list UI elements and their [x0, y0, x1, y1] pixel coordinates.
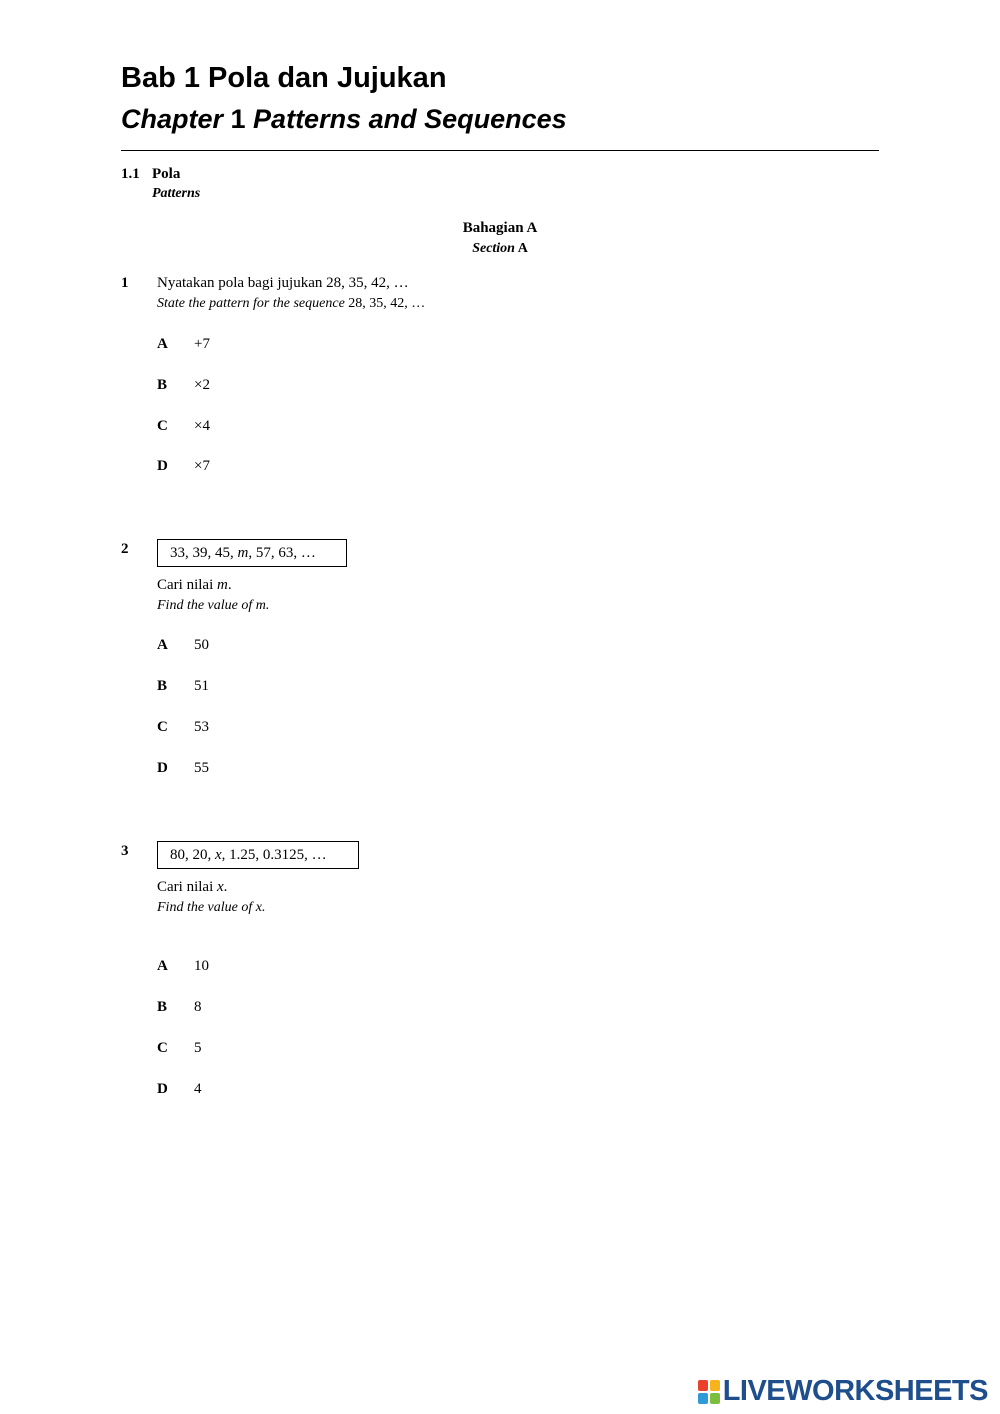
chapter-name: Patterns and Sequences — [253, 104, 567, 134]
question-text-english — [157, 296, 425, 312]
option-letter[interactable]: A — [157, 336, 168, 352]
option-value[interactable]: 53 — [194, 719, 209, 735]
part-subtitle — [0, 241, 1000, 257]
question-text: Nyatakan pola bagi jujukan 28, 35, 42, … — [157, 275, 409, 291]
question-text-lead: Cari nilai — [157, 879, 217, 895]
question-text-end: . — [227, 577, 232, 593]
option-letter[interactable]: C — [157, 418, 168, 434]
question-variable: m — [217, 577, 228, 593]
logo-block — [698, 1393, 708, 1404]
option-letter[interactable]: B — [157, 678, 168, 694]
option-letter[interactable]: D — [157, 1081, 168, 1097]
sequence-variable: x — [215, 847, 222, 863]
option-value[interactable]: 5 — [194, 1040, 202, 1056]
question-number: 2 — [121, 541, 129, 557]
part-subtitle-word: Section — [472, 241, 515, 256]
question-number: 1 — [121, 275, 129, 291]
logo-blocks-icon — [698, 1380, 720, 1404]
question-text-english-lead: State the pattern for the sequence — [157, 296, 345, 311]
sequence-part: , 57, 63, … — [248, 545, 316, 561]
question-text-english: Find the value of m. — [157, 598, 270, 613]
logo-block — [710, 1393, 720, 1404]
question-text-end: . — [223, 879, 228, 895]
question-text-lead: Cari nilai — [157, 577, 217, 593]
sequence-variable: m — [237, 545, 249, 561]
part-title: Bahagian A — [462, 220, 538, 236]
question-number: 3 — [121, 843, 129, 859]
option-value[interactable]: 50 — [194, 637, 209, 653]
option-letter[interactable]: C — [157, 1040, 168, 1056]
sequence-part: 80, 20, — [170, 847, 215, 863]
logo-block — [698, 1380, 708, 1391]
question-variable: x — [217, 879, 224, 895]
section-number: 1.1 — [121, 166, 140, 182]
logo-block — [710, 1380, 720, 1391]
option-value[interactable]: ×4 — [194, 418, 210, 434]
sequence-part: 33, 39, 45, — [170, 545, 238, 561]
option-value[interactable]: 8 — [194, 999, 202, 1015]
chapter-title-malay: Bab 1 Pola dan Jujukan — [121, 62, 447, 94]
header-divider — [121, 150, 879, 151]
chapter-word: Chapter — [121, 104, 224, 134]
sequence-part: , 1.25, 0.3125, … — [221, 847, 327, 863]
option-letter[interactable]: A — [157, 958, 168, 974]
option-value[interactable]: +7 — [194, 336, 210, 352]
sequence-box — [157, 841, 359, 869]
chapter-title-english — [121, 104, 567, 135]
option-letter[interactable]: B — [157, 377, 168, 393]
option-letter[interactable]: D — [157, 760, 168, 776]
option-value[interactable]: 55 — [194, 760, 209, 776]
question-text — [157, 879, 227, 896]
option-letter[interactable]: D — [157, 458, 168, 474]
option-letter[interactable]: C — [157, 719, 168, 735]
logo-text: LIVEWORKSHEETS — [722, 1375, 988, 1407]
question-text-english: Find the value of x. — [157, 900, 266, 915]
option-value[interactable]: 4 — [194, 1081, 202, 1097]
option-value[interactable]: ×7 — [194, 458, 210, 474]
liveworksheets-logo — [698, 1375, 988, 1408]
question-text — [157, 577, 232, 594]
option-value[interactable]: ×2 — [194, 377, 210, 393]
section-subtitle: Patterns — [152, 186, 201, 201]
sequence-box — [157, 539, 347, 567]
option-letter[interactable]: B — [157, 999, 168, 1015]
option-letter[interactable]: A — [157, 637, 168, 653]
section-title: Pola — [152, 166, 181, 182]
part-subtitle-letter: A — [514, 241, 528, 256]
option-value[interactable]: 10 — [194, 958, 209, 974]
option-value[interactable]: 51 — [194, 678, 209, 694]
question-text-english-sequence: 28, 35, 42, … — [344, 296, 426, 311]
chapter-number: 1 — [223, 104, 254, 134]
